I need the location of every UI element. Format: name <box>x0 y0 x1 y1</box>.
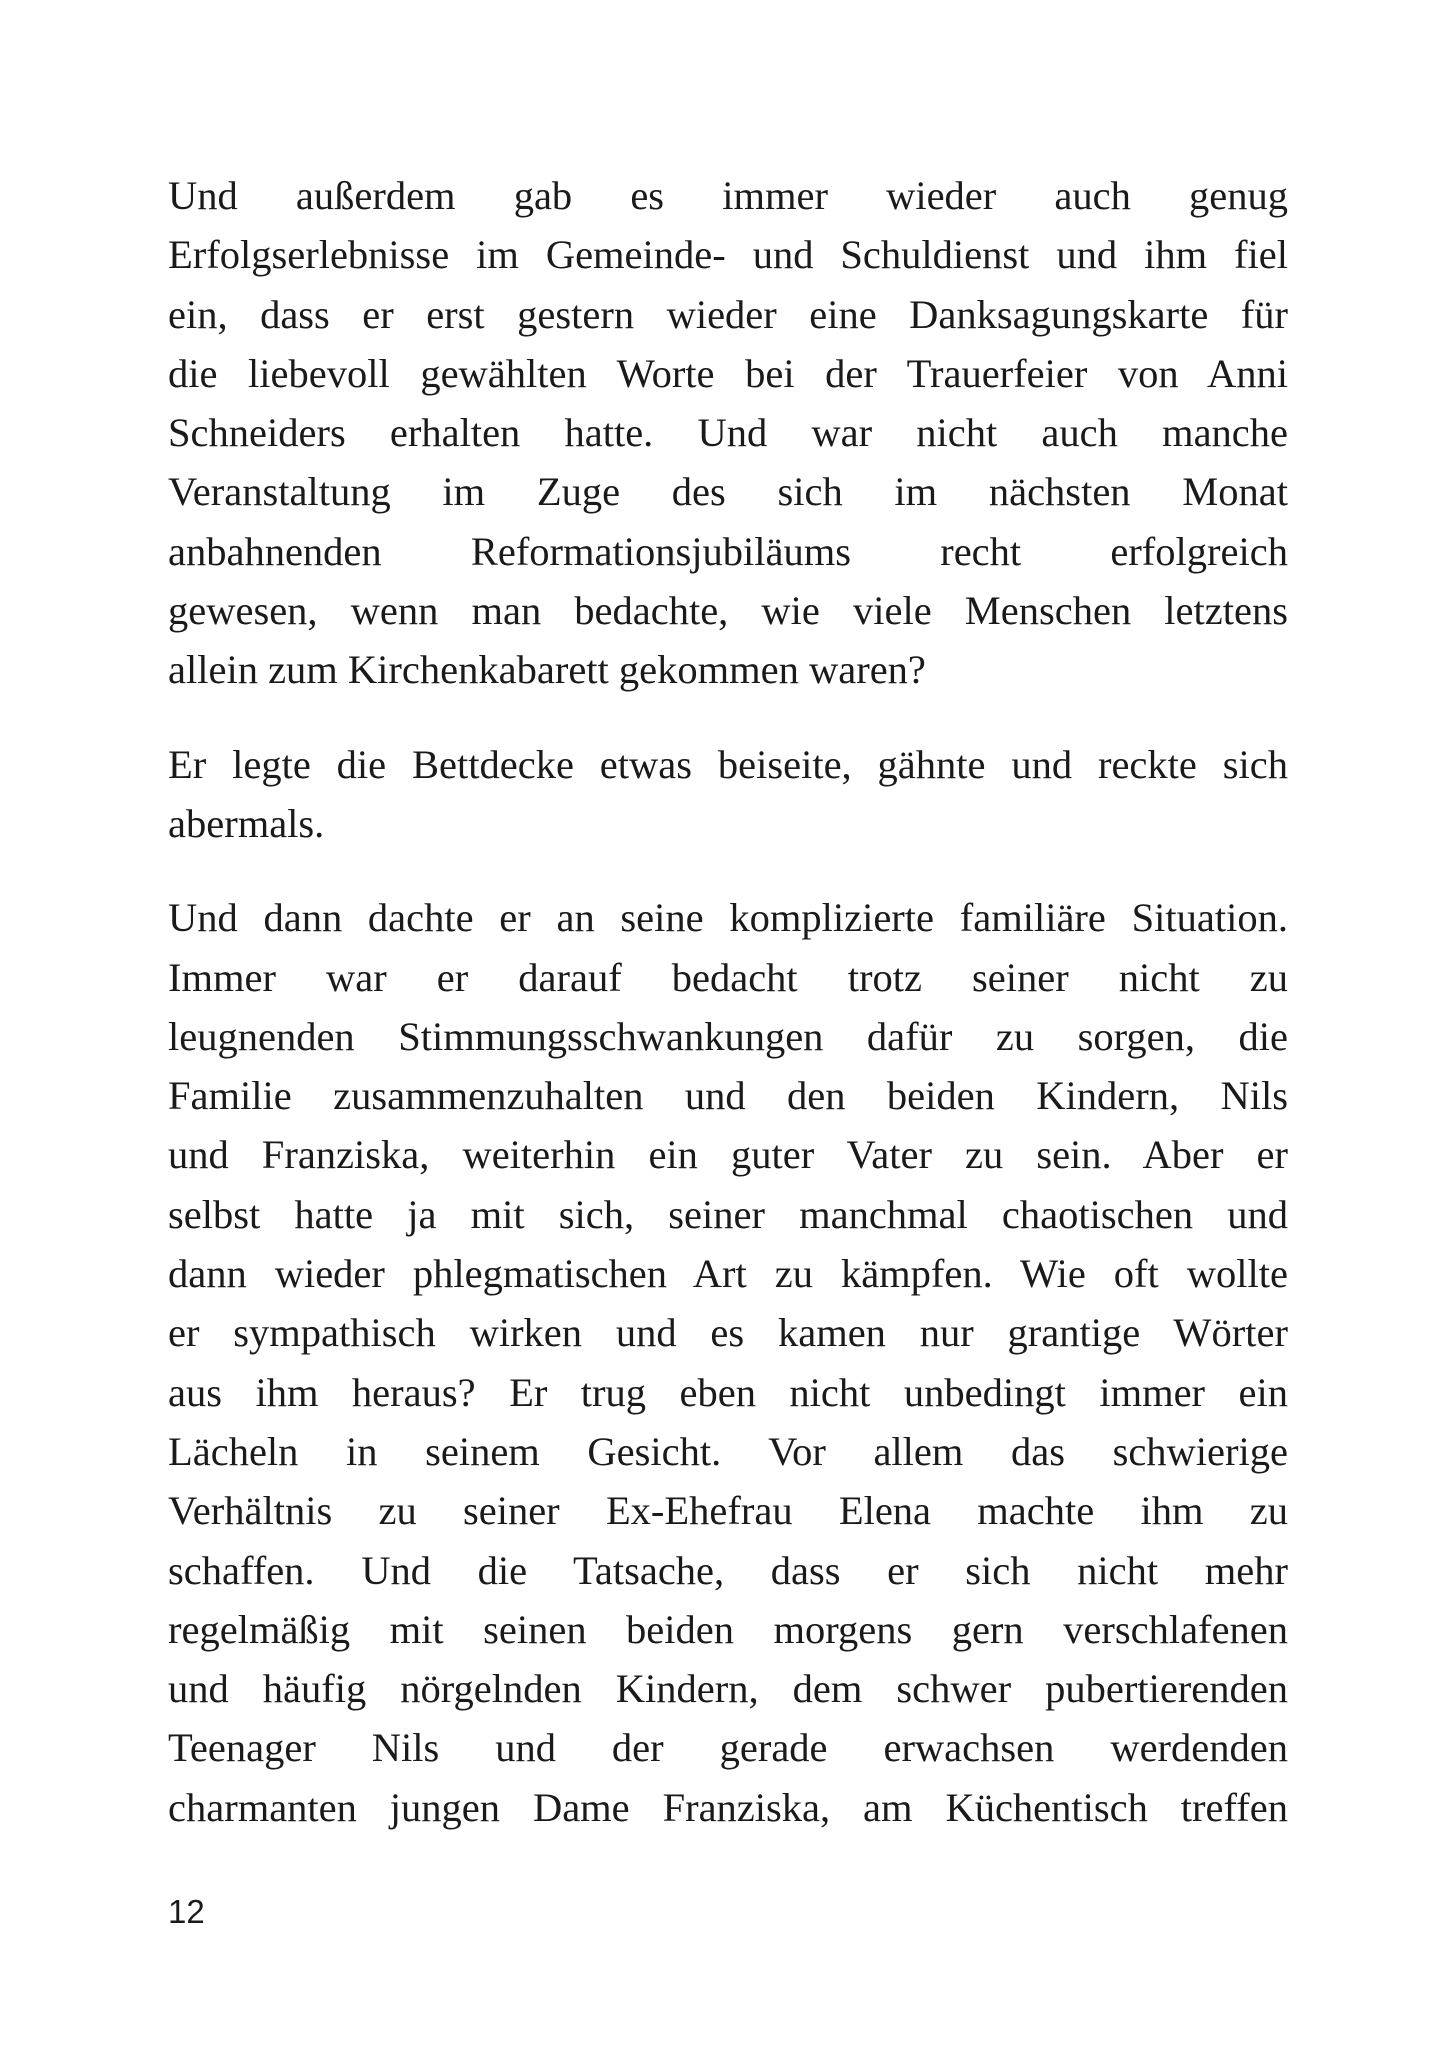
body-text <box>168 166 1288 1837</box>
text-line: Verhältnis zu seiner Ex-Ehefrau Elena machte ihm zu <box>168 1488 1288 1534</box>
text-line: gewesen, wenn man bedachte, wie viele Menschen letztens <box>168 588 1288 634</box>
text-line: Lächeln in seinem Gesicht. Vor allem das schwierige <box>168 1428 1288 1474</box>
text-line: aus ihm heraus? Er trug eben nicht unbedingt immer ein <box>168 1369 1288 1415</box>
text-line: Immer war er darauf bedacht trotz seiner nicht zu <box>168 954 1288 1000</box>
text-line: Teenager Nils und der gerade erwachsen werdenden <box>168 1725 1288 1771</box>
text-line: allein zum Kirchenkabarett gekommen waren? <box>168 647 926 693</box>
text-line: und häufig nörgelnden Kindern, dem schwer pubertierenden <box>168 1666 1288 1712</box>
paragraph-1 <box>168 166 1288 700</box>
text-line: selbst hatte ja mit sich, seiner manchmal chaotischen und <box>168 1191 1288 1237</box>
page-number: 12 <box>168 1893 205 1930</box>
text-line: dann wieder phlegmatischen Art zu kämpfen. Wie oft wollte <box>168 1251 1288 1297</box>
text-line: Veranstaltung im Zuge des sich im nächsten Monat <box>168 469 1288 515</box>
text-line: charmanten jungen Dame Franziska, am Küchentisch treffen <box>168 1784 1288 1830</box>
text-line: er sympathisch wirken und es kamen nur grantige Wörter <box>168 1310 1288 1356</box>
paragraph-spacer <box>168 700 1288 735</box>
text-line: ein, dass er erst gestern wieder eine Danksagungskarte für <box>168 291 1288 337</box>
text-line: und Franziska, weiterhin ein guter Vater zu sein. Aber er <box>168 1132 1288 1178</box>
text-line: anbahnenden Reformationsjubiläums recht erfolgreich <box>168 528 1288 574</box>
text-line: Und dann dachte er an seine komplizierte familiäre Situation. <box>168 895 1288 941</box>
text-line: Erfolgserlebnisse im Gemeinde- und Schuldienst und ihm fiel <box>168 232 1288 278</box>
paragraph-2 <box>168 735 1288 854</box>
text-line: abermals. <box>168 800 325 846</box>
text-line: Schneiders erhalten hatte. Und war nicht auch manche <box>168 410 1288 456</box>
text-line: Familie zusammenzuhalten und den beiden Kindern, Nils <box>168 1073 1288 1119</box>
text-line: Und außerdem gab es immer wieder auch genug <box>168 173 1288 218</box>
text-line: Er legte die Bettdecke etwas beiseite, gähnte und reckte sich <box>168 741 1288 787</box>
paragraph-3 <box>168 888 1288 1837</box>
text-line: leugnenden Stimmungsschwankungen dafür zu sorgen, die <box>168 1013 1288 1059</box>
text-line: schaffen. Und die Tatsache, dass er sich nicht mehr <box>168 1547 1288 1593</box>
text-line: regelmäßig mit seinen beiden morgens gern verschlafenen <box>168 1606 1288 1652</box>
text-line: die liebevoll gewählten Worte bei der Trauerfeier von Anni <box>168 350 1288 396</box>
paragraph-spacer <box>168 853 1288 888</box>
